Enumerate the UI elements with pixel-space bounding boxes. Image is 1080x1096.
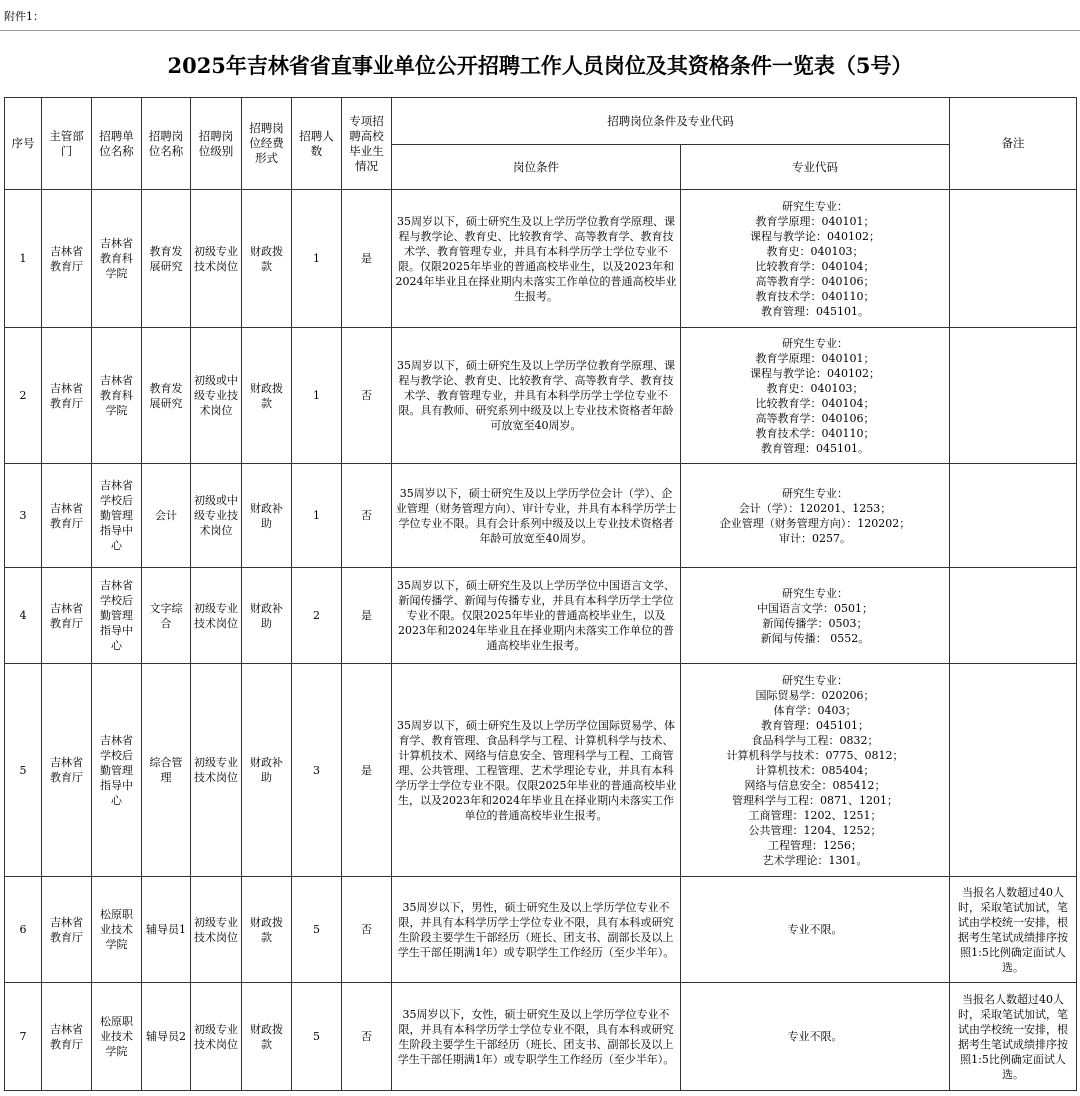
row-codes: 研究生专业： 中国语言文学：0501； 新闻传播学：0503； 新闻与传播： 0552。: [681, 568, 950, 664]
row-codes: 研究生专业： 会计（学）：120201、1253； 企业管理（财务管理方向）：120202； 审计：0257。: [681, 464, 950, 568]
row-seq: 6: [5, 877, 42, 983]
header-codes: 专业代码: [681, 145, 950, 190]
header-post: 招聘岗位名称: [142, 98, 191, 190]
row-unit: 吉林省学校后勤管理指导中心: [92, 664, 142, 877]
row-remark: [950, 568, 1077, 664]
row-codes: 研究生专业： 国际贸易学：020206； 体育学：0403； 教育管理：045101； 食品科学与工程：0832； 计算机科学与技术：0775、0812； 计算机技术：085404； 网络与信息安全：085412； 管理科学与工程：0871、1201； 工商管理：1202、1251； 公共管理：1204、1252； 工程管理：1256； 艺术学理论：1301。: [681, 664, 950, 877]
row-unit: 吉林省学校后勤管理指导中心: [92, 464, 142, 568]
attachment-label: 附件1：: [4, 10, 44, 23]
row-funding: 财政拨款: [242, 328, 292, 464]
row-unit: 松原职业技术学院: [92, 983, 142, 1091]
table-row: [5, 664, 1077, 877]
row-dept: 吉林省教育厅: [42, 464, 92, 568]
table-row: [5, 568, 1077, 664]
row-conditions: 35周岁以下，硕士研究生及以上学历学位教育学原理、课程与教学论、教育史、比较教育学、高等教育学、教育技术学、教育管理专业，并具有本科学历学士学位专业不限。具有教师、研究系列中级及以上专业技术资格者年龄可放宽至40周岁。: [392, 328, 681, 464]
row-level: 初级专业技术岗位: [191, 190, 242, 328]
row-codes: 专业不限。: [681, 983, 950, 1091]
table-row: [5, 877, 1077, 983]
header-conditions: 岗位条件: [392, 145, 681, 190]
row-level: 初级专业技术岗位: [191, 877, 242, 983]
row-conditions: 35周岁以下，女性，硕士研究生及以上学历学位专业不限，并具有本科学历学士学位专业不限，具有本科或研究生阶段主要学生干部经历（班长、团支书、副部长及以上学生干部任期满1年）或专职学生工作经历（至少半年）。: [392, 983, 681, 1091]
row-count: 3: [292, 664, 342, 877]
row-remark: [950, 664, 1077, 877]
row-seq: 3: [5, 464, 42, 568]
row-special: 是: [342, 190, 392, 328]
row-dept: 吉林省教育厅: [42, 877, 92, 983]
row-unit: 吉林省教育科学院: [92, 328, 142, 464]
row-seq: 4: [5, 568, 42, 664]
row-special: 是: [342, 664, 392, 877]
row-level: 初级专业技术岗位: [191, 983, 242, 1091]
row-dept: 吉林省教育厅: [42, 190, 92, 328]
row-level: 初级专业技术岗位: [191, 664, 242, 877]
row-special: 否: [342, 464, 392, 568]
header-special: 专项招聘高校毕业生情况: [342, 98, 392, 190]
row-level: 初级或中级专业技术岗位: [191, 464, 242, 568]
row-level: 初级专业技术岗位: [191, 568, 242, 664]
header-level: 招聘岗位级别: [191, 98, 242, 190]
row-special: 否: [342, 328, 392, 464]
row-conditions: 35周岁以下，硕士研究生及以上学历学位国际贸易学、体育学、教育管理、食品科学与工程、计算机科学与技术、计算机技术、网络与信息安全、管理科学与工程、工商管理、公共管理、工程管理、艺术学理论专业，并具有本科学历学士学位专业不限。仅限2025年毕业的普通高校毕业生，以及2023年和2024年毕业且在择业期内未落实工作单位的普通高校毕业生报考。: [392, 664, 681, 877]
row-dept: 吉林省教育厅: [42, 983, 92, 1091]
row-count: 1: [292, 464, 342, 568]
header-count: 招聘人数: [292, 98, 342, 190]
row-post: 教育发展研究: [142, 190, 191, 328]
table-row: [5, 190, 1077, 328]
row-seq: 2: [5, 328, 42, 464]
header-remark: 备注: [950, 98, 1077, 190]
row-codes: 研究生专业： 教育学原理：040101； 课程与教学论：040102； 教育史：040103； 比较教育学：040104； 高等教育学：040106； 教育技术学：040110； 教育管理：045101。: [681, 190, 950, 328]
row-conditions: 35周岁以下，硕士研究生及以上学历学位教育学原理、课程与教学论、教育史、比较教育学、高等教育学、教育技术学、教育管理专业，并具有本科学历学士学位专业不限。仅限2025年毕业的普通高校毕业生，以及2023年和2024年毕业且在择业期内未落实工作单位的普通高校毕业生报考。: [392, 190, 681, 328]
row-special: 否: [342, 983, 392, 1091]
row-remark: 当报名人数超过40人时，采取笔试加试，笔试由学校统一安排，根据考生笔试成绩排序按照1:5比例确定面试人选。: [950, 983, 1077, 1091]
page-title: 2025年吉林省省直事业单位公开招聘工作人员岗位及其资格条件一览表（5号）: [0, 30, 1080, 99]
header-dept: 主管部门: [42, 98, 92, 190]
row-post: 会计: [142, 464, 191, 568]
row-seq: 5: [5, 664, 42, 877]
table-row: [5, 464, 1077, 568]
row-codes: 研究生专业： 教育学原理：040101； 课程与教学论：040102； 教育史：040103； 比较教育学：040104； 高等教育学：040106； 教育技术学：040110； 教育管理：045101。: [681, 328, 950, 464]
row-codes: 专业不限。: [681, 877, 950, 983]
row-post: 综合管理: [142, 664, 191, 877]
header-funding: 招聘岗位经费形式: [242, 98, 292, 190]
row-count: 5: [292, 877, 342, 983]
row-count: 2: [292, 568, 342, 664]
row-funding: 财政补助: [242, 568, 292, 664]
table-row: [5, 328, 1077, 464]
row-remark: 当报名人数超过40人时，采取笔试加试，笔试由学校统一安排，根据考生笔试成绩排序按照1:5比例确定面试人选。: [950, 877, 1077, 983]
positions-table: [4, 97, 1077, 1091]
row-post: 教育发展研究: [142, 328, 191, 464]
row-remark: [950, 464, 1077, 568]
header-seq: 序号: [5, 98, 42, 190]
row-count: 1: [292, 328, 342, 464]
row-unit: 吉林省学校后勤管理指导中心: [92, 568, 142, 664]
row-post: 辅导员1: [142, 877, 191, 983]
row-conditions: 35周岁以下，硕士研究生及以上学历学位会计（学）、企业管理（财务管理方向）、审计专业，并具有本科学历学士学位专业不限。具有会计系列中级及以上专业技术资格者年龄可放宽至40周岁。: [392, 464, 681, 568]
row-conditions: 35周岁以下，男性，硕士研究生及以上学历学位专业不限，并具有本科学历学士学位专业不限，具有本科或研究生阶段主要学生干部经历（班长、团支书、副部长及以上学生干部任期满1年）或专职学生工作经历（至少半年）。: [392, 877, 681, 983]
row-special: 是: [342, 568, 392, 664]
row-dept: 吉林省教育厅: [42, 664, 92, 877]
row-post: 文字综合: [142, 568, 191, 664]
row-special: 否: [342, 877, 392, 983]
row-seq: 7: [5, 983, 42, 1091]
row-unit: 吉林省教育科学院: [92, 190, 142, 328]
header-conditions-group: 招聘岗位条件及专业代码: [392, 98, 950, 145]
row-funding: 财政拨款: [242, 877, 292, 983]
row-funding: 财政补助: [242, 464, 292, 568]
row-level: 初级或中级专业技术岗位: [191, 328, 242, 464]
row-funding: 财政拨款: [242, 983, 292, 1091]
row-count: 5: [292, 983, 342, 1091]
row-funding: 财政拨款: [242, 190, 292, 328]
row-dept: 吉林省教育厅: [42, 328, 92, 464]
table-row: [5, 983, 1077, 1091]
row-funding: 财政补助: [242, 664, 292, 877]
row-conditions: 35周岁以下，硕士研究生及以上学历学位中国语言文学、新闻传播学、新闻与传播专业，并具有本科学历学士学位专业不限。仅限2025年毕业的普通高校毕业生，以及2023年和2024年毕业且在择业期内未落实工作单位的普通高校毕业生报考。: [392, 568, 681, 664]
row-remark: [950, 328, 1077, 464]
row-remark: [950, 190, 1077, 328]
row-dept: 吉林省教育厅: [42, 568, 92, 664]
row-count: 1: [292, 190, 342, 328]
header-unit: 招聘单位名称: [92, 98, 142, 190]
row-post: 辅导员2: [142, 983, 191, 1091]
row-unit: 松原职业技术学院: [92, 877, 142, 983]
row-seq: 1: [5, 190, 42, 328]
